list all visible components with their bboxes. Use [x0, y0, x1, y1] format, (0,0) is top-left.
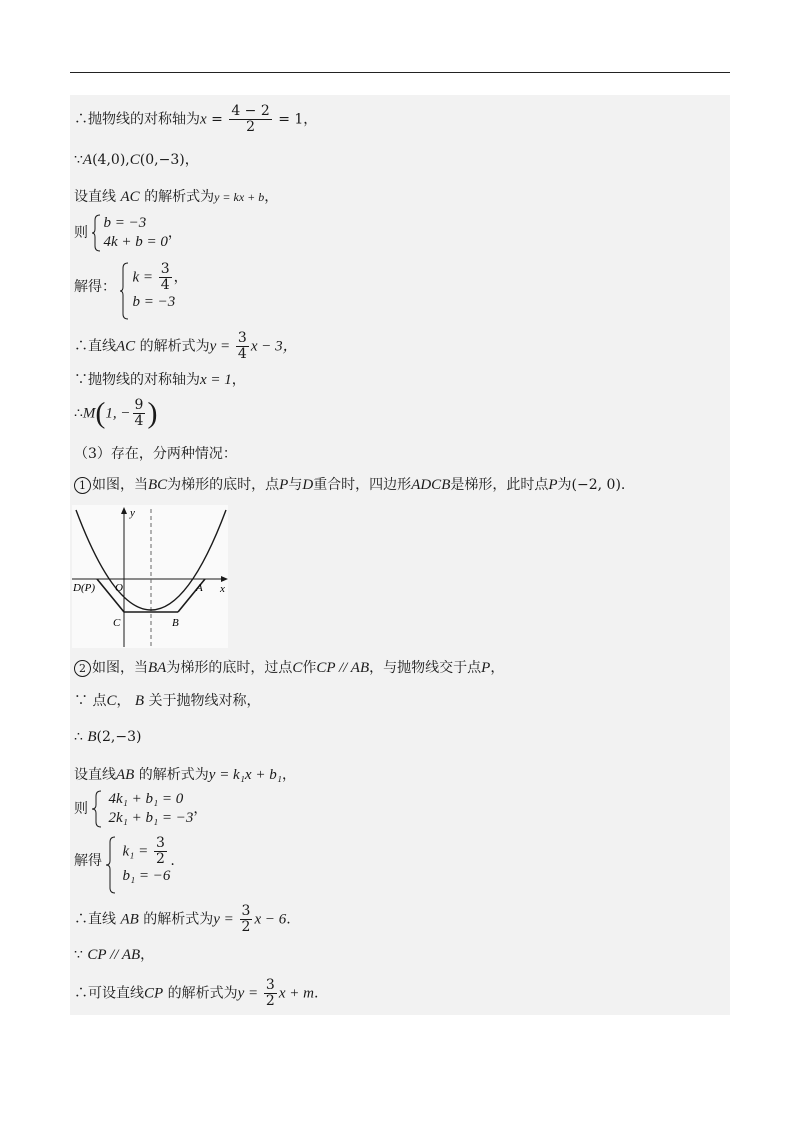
line-case-2: 2 如图，当BA为梯形的底时，过点C作CP // AB，与抛物线交于点P， — [74, 659, 504, 677]
line-system-1: 则 b = −3 4k + b = 0 ， — [74, 215, 182, 250]
label-b: B — [172, 617, 179, 629]
line-solve-1: 解得： k = $\frac{3}{4}$ ， b = −3 — [74, 262, 188, 312]
line-symmetric: ∵ 点C， B 关于抛物线对称， — [74, 693, 261, 709]
label-c: C — [113, 617, 121, 629]
y-axis-arrow-icon — [121, 507, 127, 514]
line-point-b: ∴ B(2,−3) — [74, 729, 142, 745]
line-set-ac: 设直线 AC 的解析式为y = kx + b， — [74, 189, 279, 205]
line-system-2: 则 4k₁ + b₁ = 0 2k₁ + b₁ = −3 ， — [74, 791, 208, 826]
line-cp-expression: ∴可设直线CP 的解析式为y = $\frac{3}{2}$ x + m. — [74, 977, 319, 1009]
fraction: $\frac{4 - 2}{2}$ — [231, 103, 270, 135]
y-axis-label: y — [130, 507, 135, 519]
line-cp-parallel: ∵ CP // AB， — [74, 947, 155, 963]
line-ac-expression: ∴直线AC 的解析式为y = $\frac{3}{4}$ x − 3， — [74, 330, 298, 362]
brace-icon — [120, 262, 130, 320]
parabola-figure — [72, 505, 228, 648]
circled-number: 2 — [74, 660, 91, 677]
brace-icon — [106, 836, 118, 894]
brace-icon — [92, 214, 102, 252]
line-axis-of-symmetry: ∴抛物线的对称轴为x = $\frac{4 - 2}{2}$ = 1， — [74, 103, 318, 135]
label-o: O — [115, 582, 123, 594]
x-axis-label: x — [220, 583, 225, 595]
circled-number: 1 — [74, 477, 91, 494]
line-set-ab: 设直线AB 的解析式为y = k₁x + b₁， — [74, 767, 296, 783]
line-ab-expression: ∴直线 AB 的解析式为y = $\frac{3}{2}$ x − 6. — [74, 903, 291, 935]
label-a: A — [196, 582, 203, 594]
line-points-a-c: ∵A(4,0),C(0,−3)， — [74, 152, 199, 168]
line-point-m: ∴M(1, − $\frac{9}{4}$ ) — [74, 396, 158, 430]
line-part-3: （3）存在，分两种情况： — [74, 446, 237, 462]
brace-icon — [92, 790, 104, 828]
label-d-p: D(P) — [73, 582, 95, 594]
line-solve-2: 解得 k₁ = $\frac{3}{2}$ b₁ = −6 . — [74, 836, 175, 886]
x-axis-arrow-icon — [221, 576, 228, 582]
line-case-1: 1 如图，当BC为梯形的底时，点P与D重合时，四边形ADCB是梯形，此时点P为(−2, 0). — [74, 476, 625, 494]
line-axis-x1: ∵抛物线的对称轴为x = 1， — [74, 372, 246, 388]
header-rule — [70, 72, 730, 73]
